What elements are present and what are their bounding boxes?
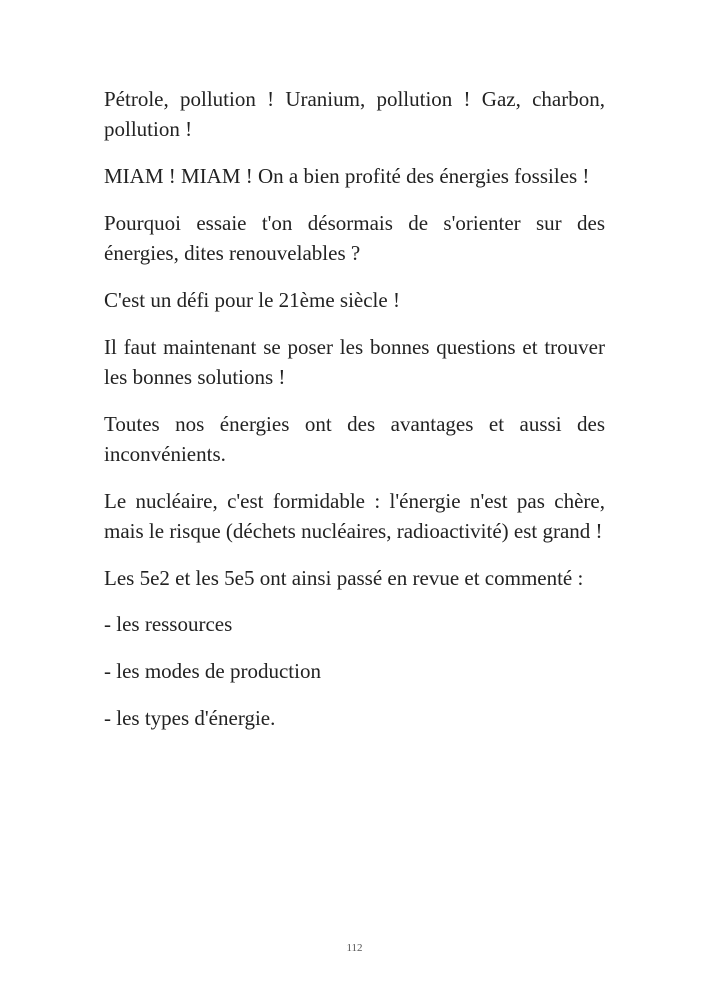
paragraph-pollution: Pétrole, pollution ! Uranium, pollution ! Gaz, charbon, pollution ! — [104, 87, 605, 142]
list-item: - les ressources — [104, 612, 233, 637]
paragraph-classes-review: Les 5e2 et les 5e5 ont ainsi passé en revue et commenté : — [104, 565, 584, 590]
list-item: - les modes de production — [104, 659, 321, 684]
list-item: - les types d'énergie. — [104, 705, 276, 730]
document-body — [104, 84, 605, 750]
paragraph-nuclear: Le nucléaire, c'est formidable : l'énergie n'est pas chère, mais le risque (déchets nucléaires, radioactivité) est grand ! — [104, 488, 605, 543]
paragraph-fossil-energies: MIAM ! MIAM ! On a bien profité des énergies fossiles ! — [104, 164, 590, 188]
paragraph-good-questions: Il faut maintenant se poser les bonnes questions et trouver les bonnes solutions ! — [104, 334, 605, 389]
paragraph-renewable-question: Pourquoi essaie t'on désormais de s'orienter sur des énergies, dites renouvelables ? — [104, 210, 605, 265]
page-number: 112 — [346, 942, 363, 954]
paragraph-challenge: C'est un défi pour le 21ème siècle ! — [104, 287, 400, 312]
paragraph-pros-cons: Toutes nos énergies ont des avantages et aussi des inconvénients. — [104, 411, 605, 466]
